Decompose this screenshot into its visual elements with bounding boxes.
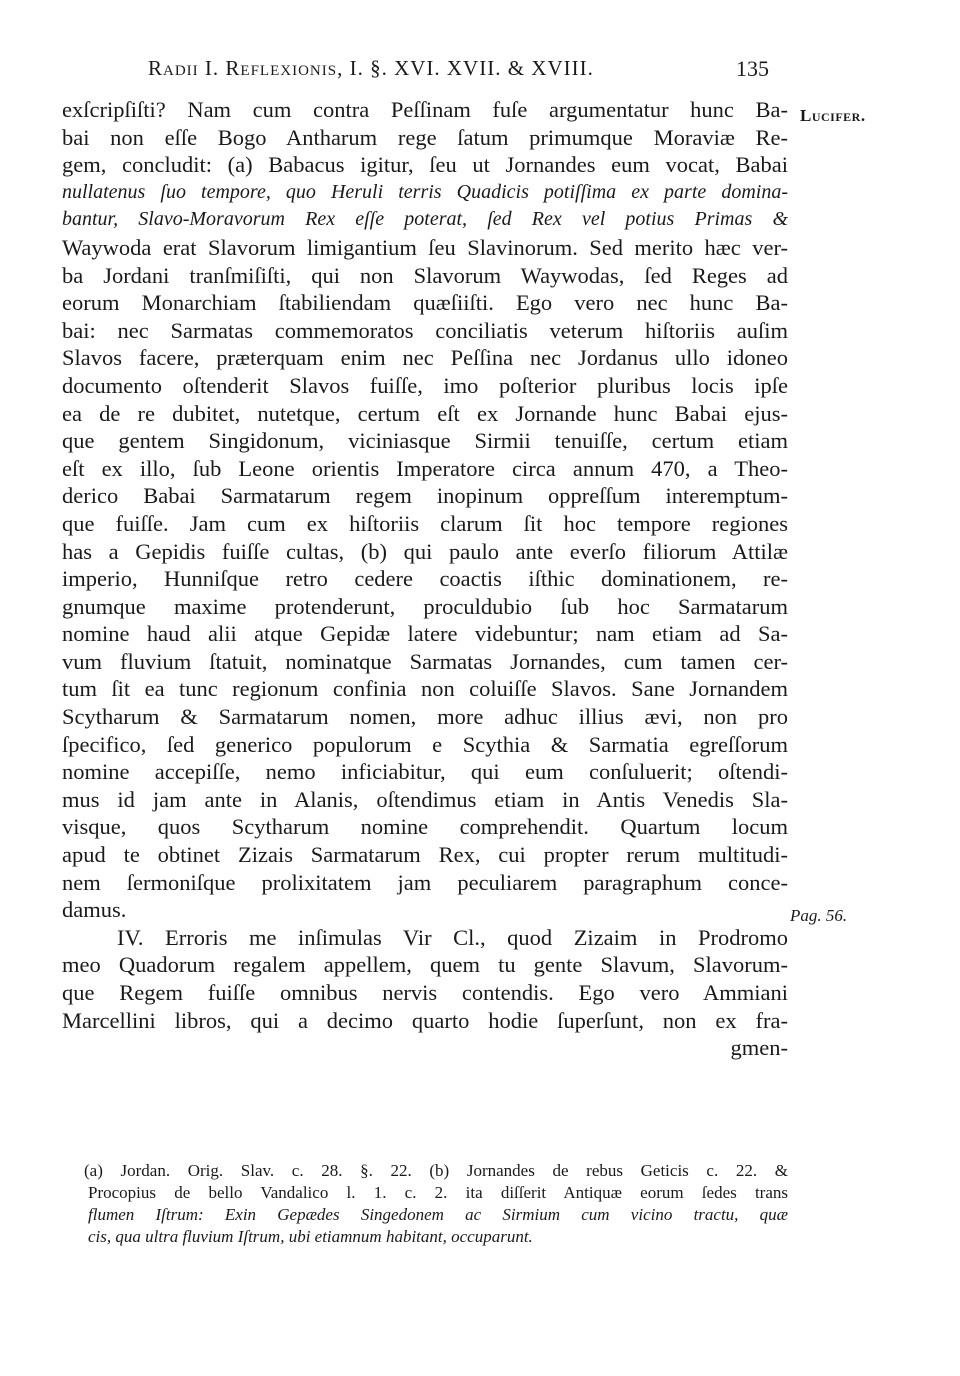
running-head: Radii I. Reflexionis, I. §. XVI. XVII. & XVIII.: [148, 56, 594, 80]
text-line: tum ſit ea tunc regionum confinia non coluiſſe Slavos. Sane Jornandem: [62, 676, 788, 702]
text-line: bantur, Slavo-Moravorum Rex eſſe poterat, ſed Rex vel potius Primas &: [62, 208, 788, 231]
text-line: Waywoda erat Slavorum limigantium ſeu Slavinorum. Sed merito hæc ver-: [62, 234, 788, 260]
footnote-line: cis, qua ultra fluvium Iſtrum, ubi etiamnum habitant, occuparunt.: [88, 1227, 533, 1246]
text-line: visque, quos Scytharum nomine comprehendit. Quartum locum: [62, 814, 788, 840]
text-line: IV. Erroris me inſimulas Vir Cl., quod Zizaim in Prodromo: [117, 924, 788, 950]
text-line: exſcripſiſti? Nam cum contra Peſſinam fuſe argumentatur hunc Ba-: [62, 97, 788, 122]
text-line: ea de re dubitet, nutetque, certum eſt ex Jornande hunc Babai ejus-: [62, 400, 788, 426]
text-line: nomine accepiſſe, nemo inficiabitur, qui eum conſuluerit; oſtendi-: [62, 759, 788, 785]
text-line: ſpecifico, ſed generico populorum e Scythia & Sarmatia egreſſorum: [62, 731, 788, 757]
text-line: que fuiſſe. Jam cum ex hiſtoriis clarum ſit hoc tempore regiones: [62, 510, 788, 536]
text-line: eſt ex illo, ſub Leone orientis Imperatore circa annum 470, a Theo-: [62, 455, 788, 481]
text-line: gmen-: [730, 1035, 788, 1061]
text-line: nem ſermoniſque prolixitatem jam peculiarem paragraphum conce-: [62, 869, 788, 895]
text-line: ba Jordani tranſmiſiſti, qui non Slavorum Waywodas, ſed Reges ad: [62, 262, 788, 288]
text-line: imperio, Hunniſque retro cedere coactis iſthic dominationem, re-: [62, 566, 788, 592]
text-line: meo Quadorum regalem appellem, quem tu gente Slavum, Slavorum-: [62, 952, 788, 978]
text-line: bai non eſſe Bogo Antharum rege ſatum primumque Moraviæ Re-: [62, 124, 788, 150]
main-text-block: [62, 96, 788, 1062]
footnotes-block: [84, 1160, 788, 1248]
text-line: has a Gepidis fuiſſe cultas, (b) qui paulo ante everſo filiorum Attilæ: [62, 538, 788, 564]
text-line: bai: nec Sarmatas commemoratos conciliatis veterum hiſtoriis auſim: [62, 317, 788, 343]
text-line: Marcellini libros, qui a decimo quarto hodie ſuperſunt, non ex fra-: [62, 1007, 788, 1033]
text-line: que Regem fuiſſe omnibus nervis contendis. Ego vero Ammiani: [62, 980, 788, 1005]
text-line: damus.: [62, 897, 127, 923]
text-line: que gentem Singidonum, viciniasque Sirmii tenuiſſe, certum etiam: [62, 428, 788, 454]
text-line: documento oſtenderit Slavos fuiſſe, imo poſterior pluribus locis ipſe: [62, 372, 788, 398]
text-line: derico Babai Sarmatarum regem inopinum oppreſſum interemptum-: [62, 483, 788, 509]
text-line: Slavos facere, præterquam enim nec Peſſina nec Jordanus ullo idoneo: [62, 345, 788, 371]
margin-note-page-reference: Pag. 56.: [790, 906, 848, 925]
text-line: Scytharum & Sarmatarum nomen, more adhuc illius ævi, non pro: [62, 704, 788, 730]
text-line: vum fluvium ſtatuit, nominatque Sarmatas Jornandes, cum tamen cer-: [62, 648, 788, 674]
footnote-line: Procopius de bello Vandalico l. 1. c. 2. ita diſſerit Antiquæ eorum ſedes trans: [88, 1183, 788, 1202]
margin-note-lucifer: Lucifer.: [800, 106, 866, 125]
text-line: nomine haud alii atque Gepidæ latere videbuntur; nam etiam ad Sa-: [62, 621, 788, 647]
text-line: eorum Monarchiam ſtabiliendam quæſiiſti. Ego vero nec hunc Ba-: [62, 290, 788, 316]
text-line: apud te obtinet Zizais Sarmatarum Rex, cui propter rerum multitudi-: [62, 842, 788, 868]
footnote-line: flumen Iſtrum: Exin Gepædes Singedonem ac Sirmium cum vicino tractu, quæ: [88, 1205, 788, 1224]
text-line: mus id jam ante in Alanis, oſtendimus etiam in Antis Venedis Sla-: [62, 786, 788, 812]
text-line: gem, concludit: (a) Babacus igitur, ſeu ut Jornandes eum vocat, Babai: [62, 152, 788, 178]
footnote-line: (a) Jordan. Orig. Slav. c. 28. §. 22. (b) Jornandes de rebus Geticis c. 22. &: [84, 1161, 788, 1180]
text-line: gnumque maxime protenderunt, proculdubio ſub hoc Sarmatarum: [62, 593, 788, 619]
text-line: nullatenus ſuo tempore, quo Heruli terris Quadicis potiſſima ex parte domina-: [62, 180, 788, 203]
page-number: 135: [736, 56, 769, 81]
